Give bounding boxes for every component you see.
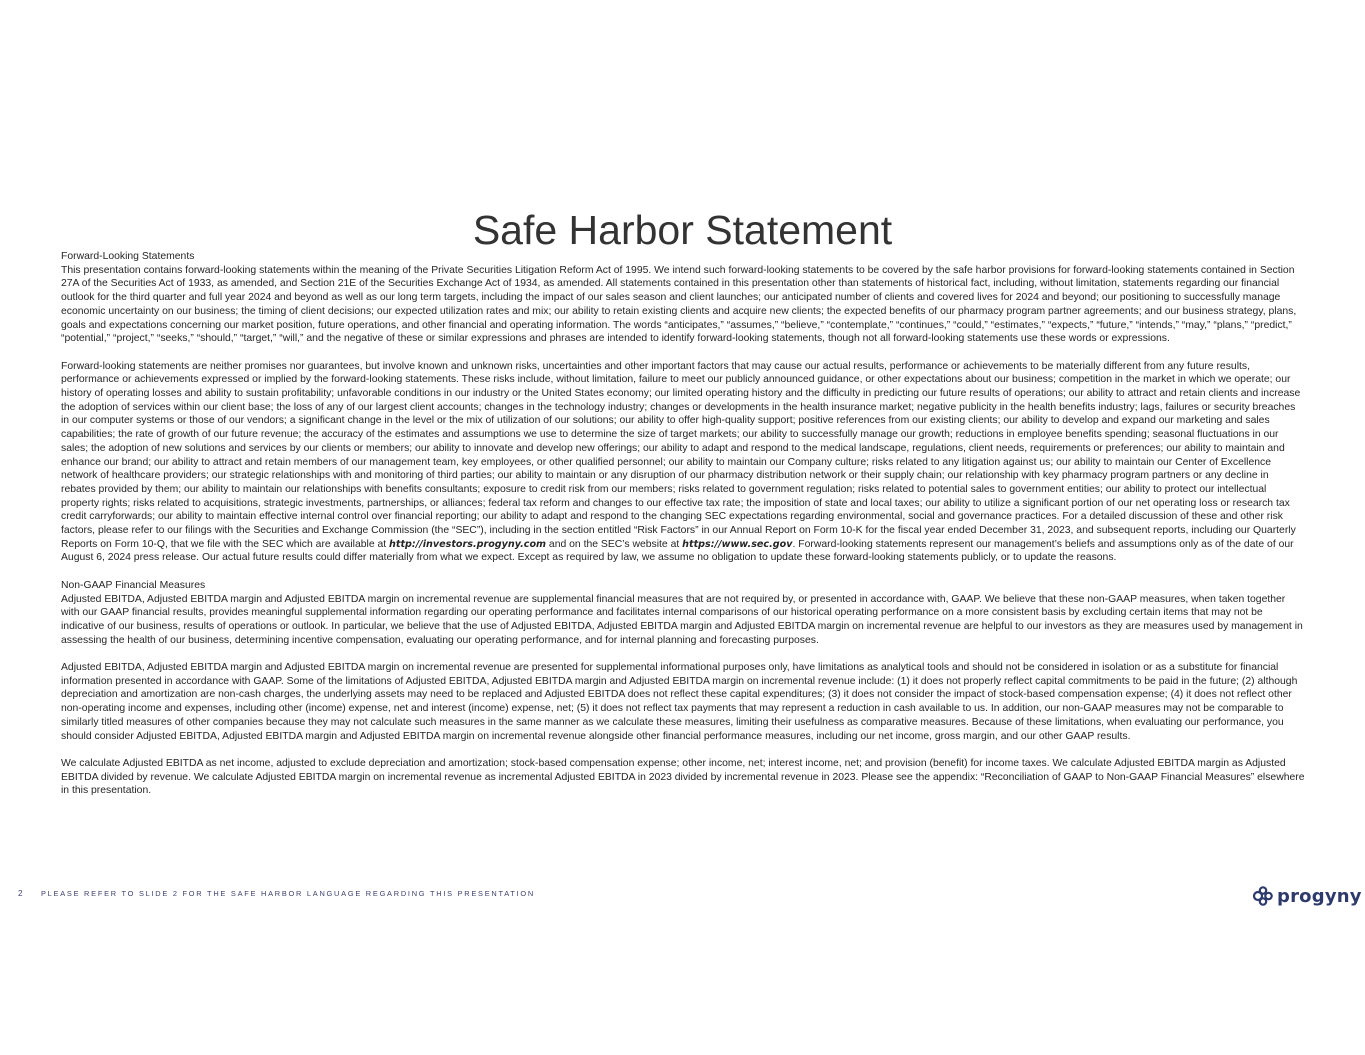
forward-looking-section <box>61 250 1306 565</box>
slide-footer <box>0 884 1365 908</box>
forward-looking-risk-paragraph <box>61 360 1306 566</box>
page-number: 2 <box>18 889 23 898</box>
progyny-logo <box>1252 884 1362 908</box>
slide-title: Safe Harbor Statement <box>472 207 893 254</box>
risk-text-part-3: . Forward-looking statements represent our management’s beliefs and assumptions only as of the date of our August 6, 2024 press release. Our actual future results could differ materially from what we expect. Except as required by law, we assume no obligation to update these forward-looking statements publicly, or to update the reasons. <box>61 538 1294 564</box>
risk-text-part-1: Forward-looking statements are neither promises nor guarantees, but involve known and unknown risks, uncertainties and other important factors that may cause our actual results, performance or achievements to be materially different from any future results, performance or achievements expressed or implied by the forward-looking statements. These risks include, without limitation, failure to meet our publicly announced guidance, or other expectations about our business; competition in the market in which we operate; our history of operating losses and ability to sustain profitability; unfavorable conditions in our industry or the United States economy; our limited operating history and the difficulty in predicting our future results of operations; our ability to attract and retain clients and increase the adoption of services within our client base; the loss of any of our largest client accounts; changes in the technology industry; changes or developments in the health insurance market; negative publicity in the health benefits industry; lags, failures or security breaches in our computer systems or those of our vendors; a significant change in the level or the mix of utilization of our solutions; our ability to offer high-quality support; positive references from our existing clients; our ability to develop and expand our marketing and sales capabilities; the rate of growth of our future revenue; the accuracy of the estimates and assumptions we use to determine the size of target markets; our ability to successfully manage our growth; reductions in employee benefits spending; seasonal fluctuations in our sales; the adoption of new solutions and services by our clients or members; our ability to innovate and develop new offerings; our ability to adapt and respond to the medical landscape, regulations, client needs, requirements or preferences; our ability to maintain and enhance our brand; our ability to attract and retain members of our management team, key employees, or other qualified personnel; our ability to maintain our Company culture; risks related to any litigation against us; our ability to maintain our Center of Excellence network of healthcare providers; our strategic relationships with and monitoring of third parties; our ability to maintain or any disruption of our pharmacy distribution network or their supply chain; our relationship with key pharmacy program partners or any decline in rebates provided by them; our ability to maintain our relationships with benefits consultants; exposure to credit risk from our members; risks related to government regulation; risks related to potential sales to government entities; our ability to protect our intellectual property rights; risks related to acquisitions, strategic investments, partnerships, or alliances; federal tax reform and changes to our effective tax rate; the imposition of state and local taxes; our ability to utilize a significant portion of our net operating loss or research tax credit carryforwards; our ability to maintain effective internal control over financial reporting; our ability to adapt and respond to the changing SEC expectations regarding environmental, social and governance practices. For a detailed discussion of these and other risk factors, please refer to our filings with the Securities and Exchange Commission (the “SEC”), including in the section entitled “Risk Factors” in our Annual Report on Form 10-K for the fiscal year ended December 31, 2023, and subsequent reports, including our Quarterly Reports on Form 10-Q, that we file with the SEC which are available at <box>61 360 1301 550</box>
non-gaap-paragraph-3: We calculate Adjusted EBITDA as net income, adjusted to exclude depreciation and amortization; stock-based compensation expense; other income, net; interest income, net; and provision (benefit) for income taxes. We calculate Adjusted EBITDA margin as Adjusted EBITDA divided by revenue. We calculate Adjusted EBITDA margin on incremental revenue as incremental Adjusted EBITDA in 2023 divided by incremental revenue in 2023. Please see the appendix: “Reconciliation of GAAP to Non-GAAP Financial Measures” elsewhere in this presentation. <box>61 757 1305 797</box>
risk-text-part-2: and on the SEC’s website at <box>546 538 683 550</box>
non-gaap-paragraph-1: Adjusted EBITDA, Adjusted EBITDA margin and Adjusted EBITDA margin on incremental revenue are supplemental financial measures that are not required by, or presented in accordance with, GAAP. We believe that these non-GAAP measures, when taken together with our GAAP financial results, provides meaningful supplemental information regarding our operating performance and facilitates internal comparisons of our historical operating performance on a more consistent basis by excluding certain items that may not be indicative of our business, results of operations or outlook. In particular, we believe that the use of Adjusted EBITDA, Adjusted EBITDA margin and Adjusted EBITDA margin on incremental revenue are helpful to our investors as they are measures used by management in assessing the health of our business, determining incentive compensation, evaluating our operating performance, and for internal planning and forecasting purposes. <box>61 593 1303 646</box>
section-heading-non-gaap: Non-GAAP Financial Measures <box>61 579 206 591</box>
sec-website-link[interactable]: https://www.sec.gov <box>682 538 793 550</box>
logo-wordmark: progyny <box>1277 885 1362 907</box>
slide-body <box>61 250 1306 798</box>
investors-link[interactable]: http://investors.progyny.com <box>389 538 547 550</box>
non-gaap-section <box>61 579 1306 798</box>
progyny-infinity-icon <box>1252 885 1274 907</box>
non-gaap-paragraph-2: Adjusted EBITDA, Adjusted EBITDA margin and Adjusted EBITDA margin on incremental revenue are presented for supplemental informational purposes only, have limitations as analytical tools and should not be considered in isolation or as a substitute for financial information presented in accordance with GAAP. Some of the limitations of Adjusted EBITDA, Adjusted EBITDA margin and Adjusted EBITDA margin on incremental revenue include: (1) it does not properly reflect capital commitments to be paid in the future; (2) although depreciation and amortization are non-cash charges, the underlying assets may need to be replaced and Adjusted EBITDA does not reflect these capital expenditures; (3) it does not consider the impact of stock-based compensation expense; (4) it does not reflect other non-operating income and expenses, including other (income) expense, net and interest (income) expense, net; (5) it does not reflect tax payments that may represent a reduction in cash available to us. In addition, our non-GAAP measures may not be comparable to similarly titled measures of other companies because they may not calculate such measures in the same manner as we calculate these measures, limiting their usefulness as comparative measures. Because of these limitations, when evaluating our performance, you should consider Adjusted EBITDA, Adjusted EBITDA margin and Adjusted EBITDA margin on incremental revenue alongside other financial performance measures, including our net income, gross margin, and our other GAAP results. <box>61 662 1298 742</box>
section-heading-forward-looking: Forward-Looking Statements <box>61 251 195 262</box>
footer-disclaimer: PLEASE REFER TO SLIDE 2 FOR THE SAFE HARBOR LANGUAGE REGARDING THIS PRESENTATION <box>41 889 536 898</box>
forward-looking-paragraph-1: This presentation contains forward-looking statements within the meaning of the Private Securities Litigation Reform Act of 1995. We intend such forward-looking statements to be covered by the safe harbor provisions for forward-looking statements contained in Section 27A of the Securities Act of 1933, as amended, and Section 21E of the Securities Exchange Act of 1934, as amended. All statements contained in this presentation other than statements of historical fact, including, without limitation, statements regarding our financial outlook for the third quarter and full year 2024 and beyond as well as our long term targets, including the impact of our sales season and client launches; our anticipated number of clients and covered lives for 2024 and beyond; our positioning to successfully manage economic uncertainty on our business; the timing of client decisions; our expected utilization rates and mix; our ability to retain existing clients and acquire new clients; the expected benefits of our pharmacy program partner agreements; and our business strategy, plans, goals and expectations concerning our market position, future operations, and other financial and operating information. The words “anticipates,” “assumes,” “believe,” “contemplate,” “continues,” “could,” “estimates,” “expects,” “future,” “intends,” “may,” “plans,” “predict,” “potential,” “project,” “seeks,” “should,” “target,” “will,” and the negative of these or similar expressions and phrases are intended to identify forward-looking statements, though not all forward-looking statements use these words or expressions. <box>61 264 1297 345</box>
